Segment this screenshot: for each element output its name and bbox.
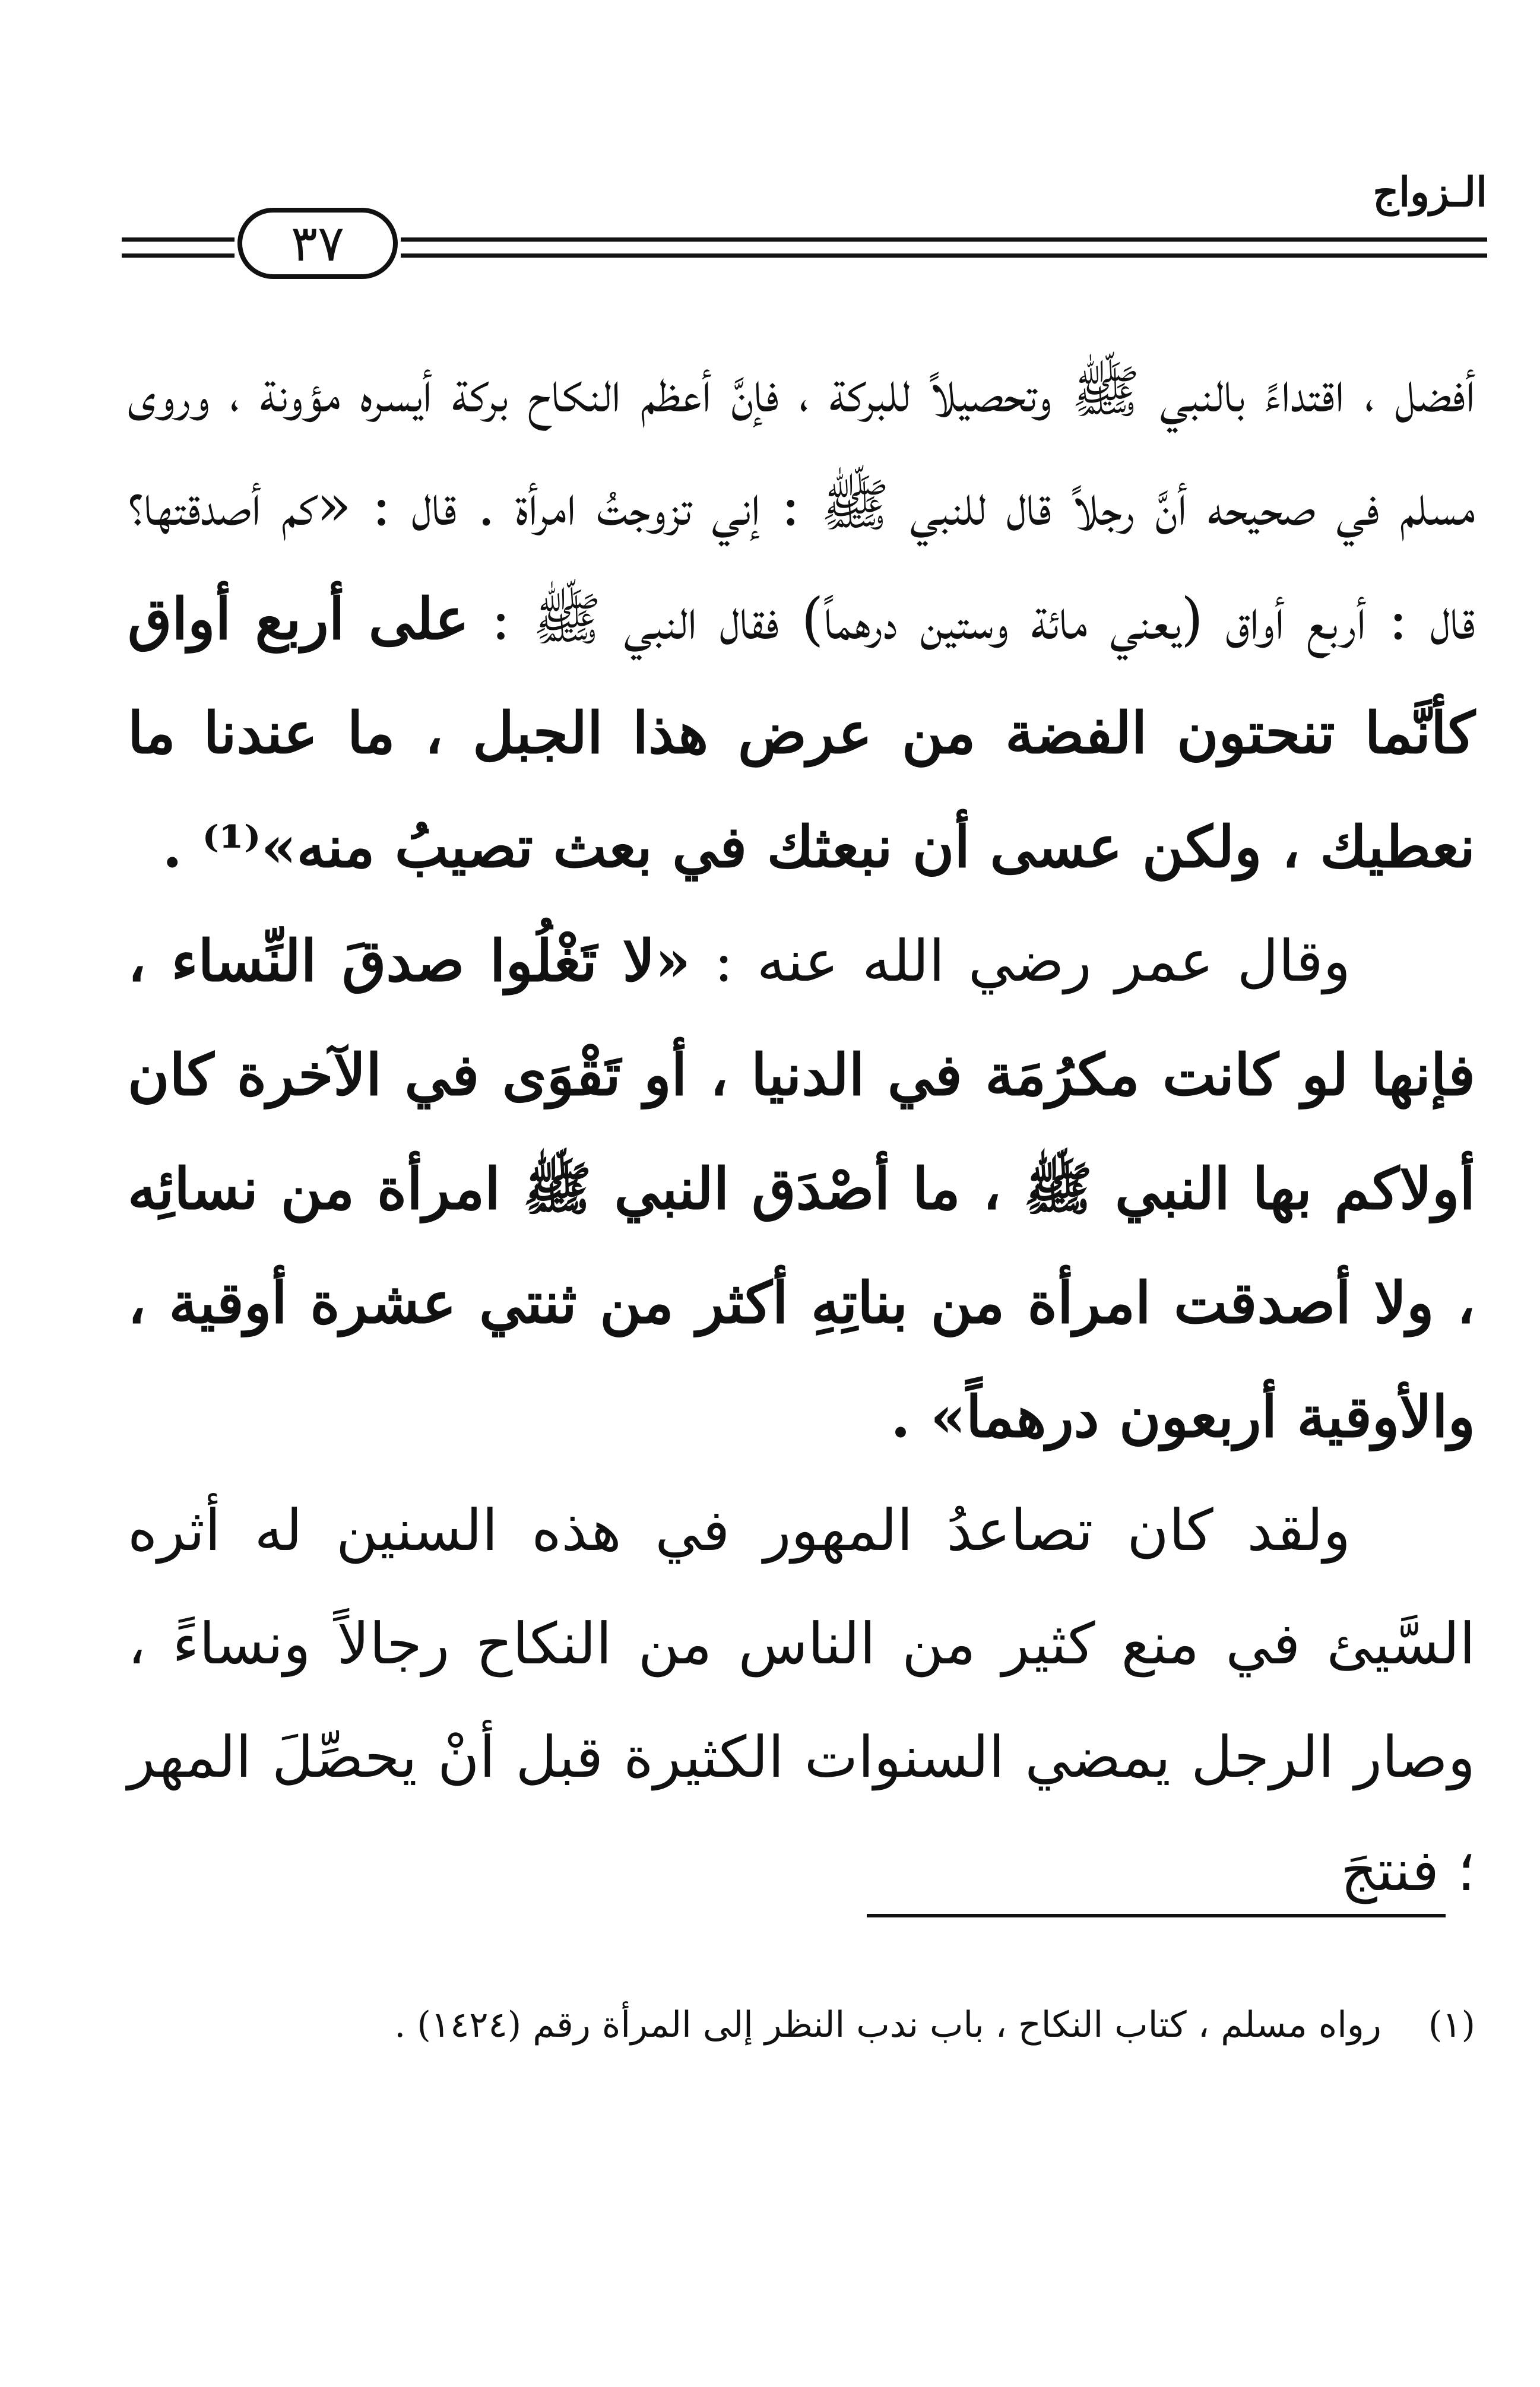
page-number: ٣٧ bbox=[237, 208, 398, 279]
header-rule-right bbox=[401, 237, 1487, 258]
paragraph-1-line-4: أربع أواق (يعني مائة وستين درهماً) فقال النبي ﷺ : bbox=[491, 586, 1367, 652]
footnote bbox=[178, 2004, 1475, 2046]
umar-quote: «لا تَغْلُوا صدقَ النِّساء ، فإنها لو كانت مكرُمَة في الدنيا ، أو تَقْوَى في الآخرة كان أولاكم بها النبي ﷺ ، ما أصْدَق النبي ﷺ امرأة من نسائِه ، ولا أصدقت امرأة من بناتِهِ أكثر من ثنتي عشرة أوقية ، والأوقية أربعون درهماً» . bbox=[128, 927, 1475, 1450]
paragraph-1-line-3: للنبي ﷺ : إني تزوجتُ امرأة . قال : «كم أصدقتها؟ قال : bbox=[128, 472, 1476, 652]
paragraph-2 bbox=[128, 904, 1475, 1474]
paragraph-1-line-2: بركة أيسره مؤونة ، وروى مسلم في صحيحه أنَّ رجلاً قال bbox=[128, 359, 1476, 538]
hadith-quote-part-1: على أربع أواق كأنَّما تنحتون الفضة من عرض هذا الجبل ، ما عندنا bbox=[128, 585, 1476, 766]
paragraph-1-line-1: أفضل ، اقتداءً بالنبي ﷺ وتحصيلاً للبركة ، فإنَّ أعظم النكاح bbox=[527, 359, 1476, 425]
footnote-marker: (١) bbox=[1428, 2004, 1475, 2046]
header-rule-left bbox=[122, 237, 235, 258]
footnote-separator bbox=[867, 1914, 1446, 1917]
paragraph-1 bbox=[128, 335, 1475, 904]
paragraph-2-intro: وقال عمر رضي الله عنه : bbox=[714, 928, 1351, 994]
page-header bbox=[122, 169, 1487, 291]
paragraph-3: ولقد كان تصاعدُ المهور في هذه السنين له أثره السَّيئ في منع كثير من الناس من النكاح رجالاً ونساءً ، وصار الرجل يمضي السنوات الكثيرة قبل أنْ يحصِّلَ المهر ؛ فنتجَ bbox=[128, 1497, 1475, 1904]
footnote-text: رواه مسلم ، كتاب النكاح ، باب ندب النظر إلى المرأة رقم (١٤٢٤) . bbox=[394, 2004, 1381, 2046]
hadith-quote-part-2: ما نعطيك ، ولكن عسى أن نبعثك في بعث تصيبُ منه»⁽¹⁾ . bbox=[128, 699, 1475, 880]
body-text bbox=[128, 335, 1475, 1928]
running-title: الـزواج bbox=[1373, 169, 1487, 216]
